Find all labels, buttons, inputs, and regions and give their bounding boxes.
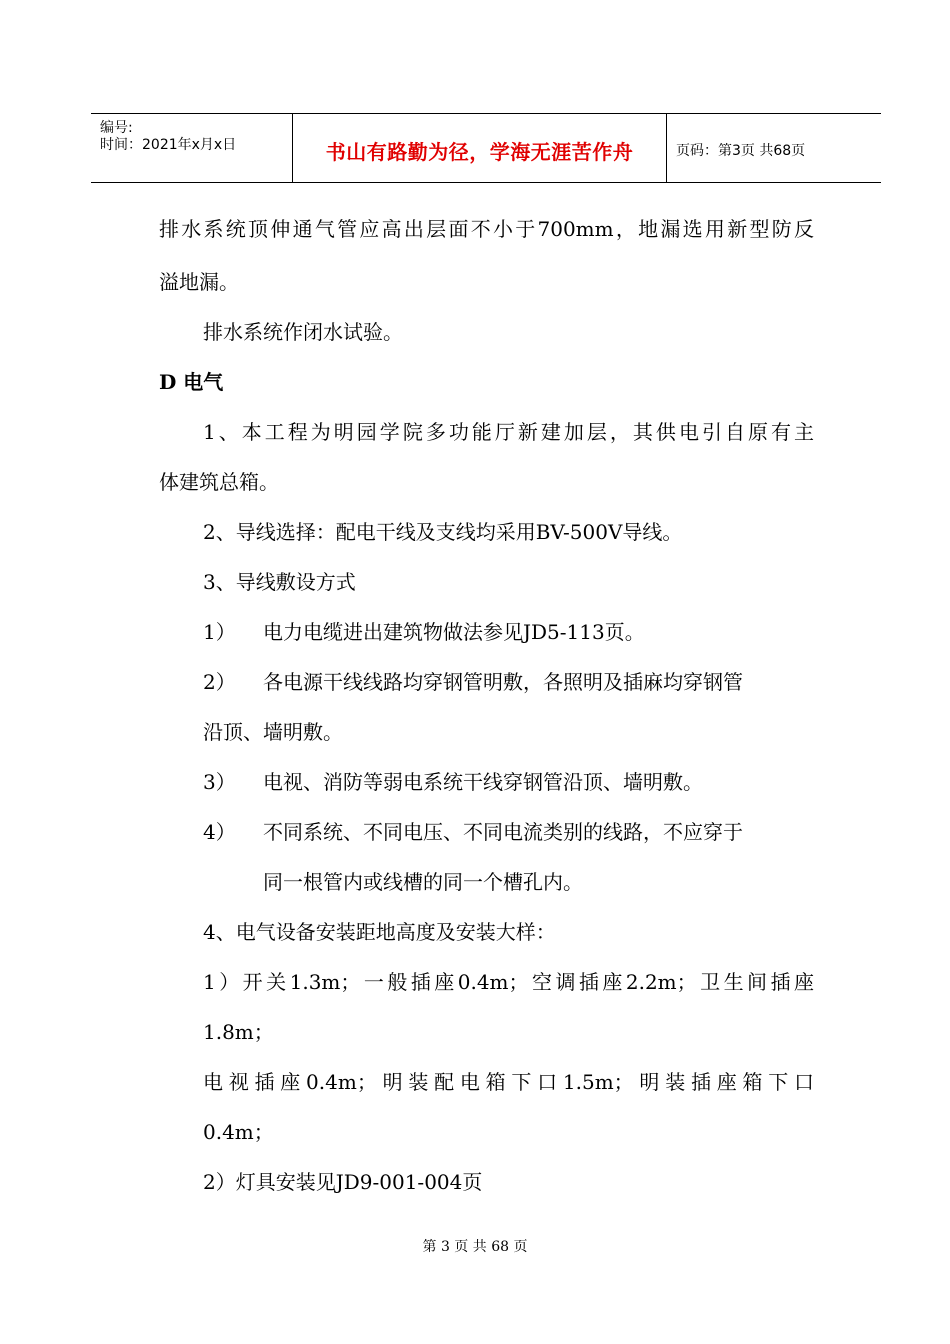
list-item-text: 电力电缆进出建筑物做法参见JD5-113页。	[263, 620, 645, 644]
list-item-number: 4）	[203, 820, 236, 844]
paragraph-line: 1）开关1.3m；一般插座0.4m；空调插座2.2m；卫生间插座	[203, 970, 814, 994]
paragraph-line: 1、本工程为明园学院多功能厅新建加层，其供电引自原有主	[203, 420, 814, 444]
list-item-number: 3）	[203, 770, 236, 794]
header-page-info: 页码：第3页 共68页	[676, 143, 806, 159]
paragraph-line: 1.8m；	[203, 1020, 274, 1044]
paragraph-line: 沿顶、墙明敷。	[203, 720, 343, 744]
list-item-text: 各电源干线线路均穿钢管明敷，各照明及插麻均穿钢管	[263, 670, 743, 694]
document-header	[91, 113, 881, 183]
list-item	[203, 670, 814, 694]
paragraph-line: 0.4m；	[203, 1120, 274, 1144]
list-item-number: 1）	[203, 620, 236, 644]
paragraph-line: 2、导线选择：配电干线及支线均采用BV-500V导线。	[203, 520, 683, 544]
header-motto-cell	[292, 114, 667, 182]
list-item-text: 电视、消防等弱电系统干线穿钢管沿顶、墙明敷。	[263, 770, 703, 794]
paragraph-line: 溢地漏。	[159, 270, 239, 294]
header-motto: 书山有路勤为径，学海无涯苦作舟	[325, 140, 634, 164]
paragraph-line: 排水系统顶伸通气管应高出层面不小于700mm，地漏选用新型防反	[159, 217, 814, 241]
document-time-label: 时间：2021年x月x日	[100, 137, 237, 153]
list-item	[203, 770, 703, 794]
paragraph-line: 4、电气设备安装距地高度及安装大样：	[203, 920, 556, 944]
list-item-number: 2）	[203, 670, 236, 694]
list-item-text: 不同系统、不同电压、不同电流类别的线路，不应穿于	[263, 820, 743, 844]
header-page-cell	[667, 114, 881, 182]
section-heading: D 电气	[159, 370, 224, 394]
paragraph-line: 电视插座0.4m；明装配电箱下口1.5m；明装插座箱下口	[203, 1070, 814, 1094]
paragraph-line: 同一根管内或线槽的同一个槽孔内。	[263, 870, 583, 894]
paragraph-line: 3、导线敷设方式	[203, 570, 356, 594]
document-number-label: 编号:	[100, 120, 133, 136]
list-item	[203, 820, 814, 844]
header-meta-cell	[91, 114, 292, 182]
paragraph-line: 排水系统作闭水试验。	[203, 320, 403, 344]
paragraph-line: 体建筑总箱。	[159, 470, 279, 494]
paragraph-line: 2）灯具安装见JD9-001-004页	[203, 1170, 483, 1194]
page-footer: 第 3 页 共 68 页	[422, 1239, 528, 1255]
list-item	[203, 620, 645, 644]
